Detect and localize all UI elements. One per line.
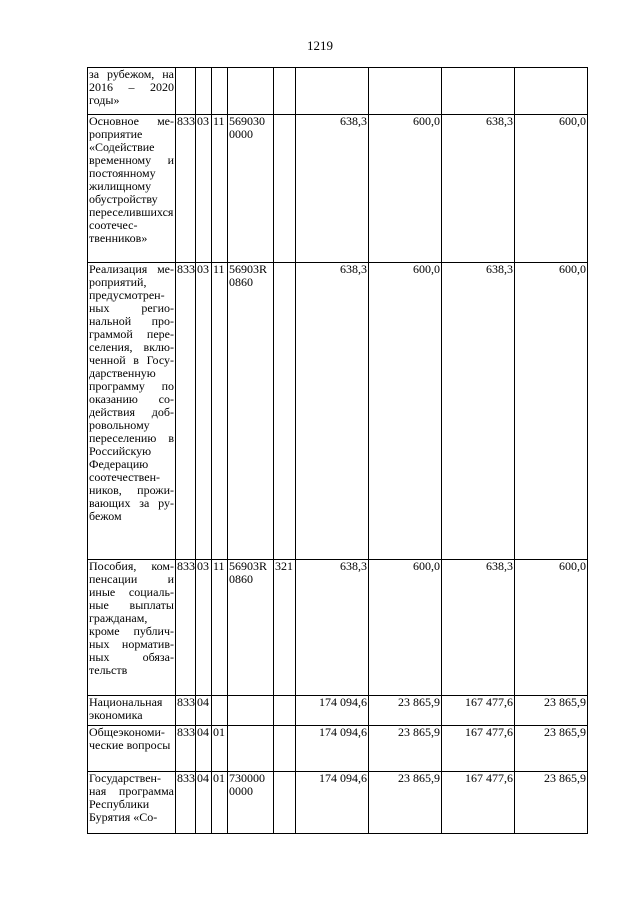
row-name: Пособия, компенсации и иные социальные выплаты гражданам, кроме публичных нормативных обязательств <box>88 560 176 696</box>
table-row <box>88 115 588 263</box>
expense-type-code <box>274 68 296 115</box>
subsection-code <box>212 696 228 726</box>
amount-3: 638,3 <box>442 263 515 560</box>
amount-1 <box>296 68 369 115</box>
target-article-code: 56903R 0860 <box>228 263 274 560</box>
expense-type-code <box>274 115 296 263</box>
expense-type-code <box>274 772 296 834</box>
target-article-code <box>228 726 274 772</box>
subsection-code: 11 <box>212 115 228 263</box>
grbs-code <box>176 68 196 115</box>
subsection-code: 01 <box>212 772 228 834</box>
table-row <box>88 263 588 560</box>
section-code: 03 <box>196 263 212 560</box>
amount-2 <box>369 68 442 115</box>
amount-1: 638,3 <box>296 560 369 696</box>
table-row <box>88 772 588 834</box>
table-row <box>88 68 588 115</box>
table-row <box>88 560 588 696</box>
row-name: за рубежом, на 2016 – 2020 годы» <box>88 68 176 115</box>
subsection-code: 11 <box>212 560 228 696</box>
amount-1: 174 094,6 <box>296 726 369 772</box>
amount-3: 638,3 <box>442 115 515 263</box>
amount-1: 174 094,6 <box>296 772 369 834</box>
amount-4: 23 865,9 <box>515 726 588 772</box>
section-code: 03 <box>196 115 212 263</box>
subsection-code <box>212 68 228 115</box>
expense-type-code <box>274 726 296 772</box>
section-code <box>196 68 212 115</box>
table-row <box>88 696 588 726</box>
target-article-code: 730000 0000 <box>228 772 274 834</box>
amount-3: 638,3 <box>442 560 515 696</box>
target-article-code <box>228 696 274 726</box>
amount-4: 23 865,9 <box>515 696 588 726</box>
amount-4: 600,0 <box>515 560 588 696</box>
page-number: 1219 <box>307 38 333 53</box>
grbs-code: 833 <box>176 115 196 263</box>
amount-3: 167 477,6 <box>442 772 515 834</box>
amount-2: 600,0 <box>369 263 442 560</box>
section-code: 03 <box>196 560 212 696</box>
amount-4 <box>515 68 588 115</box>
budget-table <box>87 67 588 834</box>
grbs-code: 833 <box>176 263 196 560</box>
target-article-code: 56903R 0860 <box>228 560 274 696</box>
row-name: Государственная программа Республики Бурятия «Со- <box>88 772 176 834</box>
grbs-code: 833 <box>176 560 196 696</box>
amount-1: 638,3 <box>296 115 369 263</box>
subsection-code: 01 <box>212 726 228 772</box>
amount-4: 600,0 <box>515 115 588 263</box>
amount-2: 600,0 <box>369 115 442 263</box>
target-article-code <box>228 68 274 115</box>
subsection-code: 11 <box>212 263 228 560</box>
expense-type-code: 321 <box>274 560 296 696</box>
row-name: Национальная экономика <box>88 696 176 726</box>
amount-3 <box>442 68 515 115</box>
section-code: 04 <box>196 772 212 834</box>
amount-4: 600,0 <box>515 263 588 560</box>
row-name: Общеэкономические вопросы <box>88 726 176 772</box>
expense-type-code <box>274 263 296 560</box>
row-name: Реализация мероприятий, предусмотренных региональной программой переселения, включенной в Государственную программу по оказанию содействия добровольному переселению в Российскую Федерацию соотечественников, проживающих за рубежом <box>88 263 176 560</box>
amount-2: 23 865,9 <box>369 726 442 772</box>
amount-2: 600,0 <box>369 560 442 696</box>
amount-2: 23 865,9 <box>369 696 442 726</box>
row-name: Основное мероприятие «Содействие временному и постоянному жилищному обустройству переселившихся соотечественников» <box>88 115 176 263</box>
amount-3: 167 477,6 <box>442 726 515 772</box>
section-code: 04 <box>196 726 212 772</box>
amount-3: 167 477,6 <box>442 696 515 726</box>
table-row <box>88 726 588 772</box>
amount-1: 174 094,6 <box>296 696 369 726</box>
grbs-code: 833 <box>176 772 196 834</box>
amount-4: 23 865,9 <box>515 772 588 834</box>
amount-1: 638,3 <box>296 263 369 560</box>
grbs-code: 833 <box>176 726 196 772</box>
target-article-code: 569030 0000 <box>228 115 274 263</box>
expense-type-code <box>274 696 296 726</box>
amount-2: 23 865,9 <box>369 772 442 834</box>
grbs-code: 833 <box>176 696 196 726</box>
section-code: 04 <box>196 696 212 726</box>
